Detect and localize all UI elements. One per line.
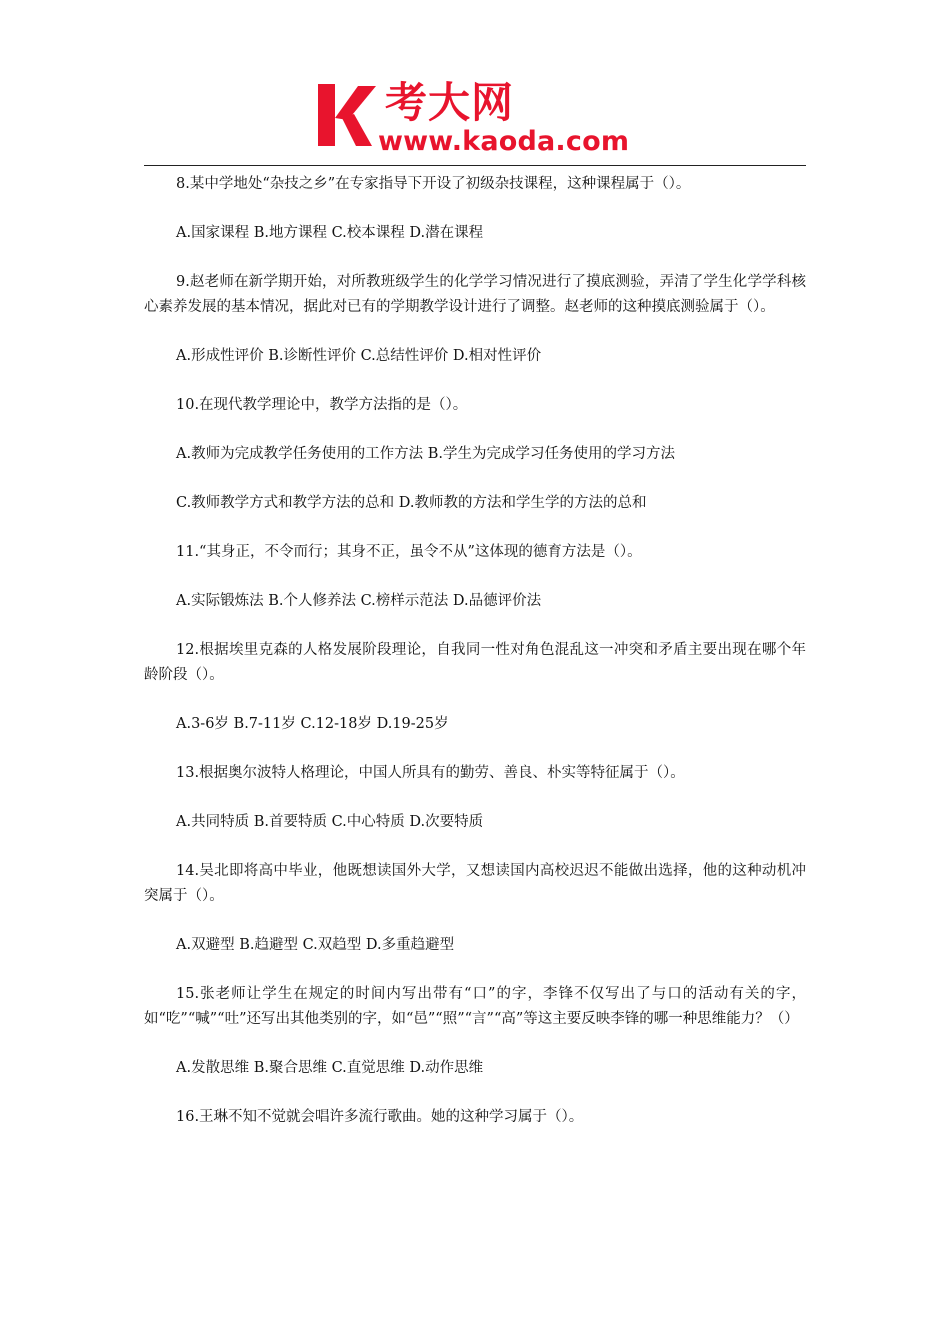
question-stem: 13.根据奥尔波特人格理论，中国人所具有的勤劳、善良、朴实等特征属于（）。 — [176, 765, 685, 781]
question-options: C.教师教学方式和教学方法的总和 D.教师教的方法和学生学的方法的总和 — [176, 495, 647, 511]
question-options: A.发散思维 B.聚合思维 C.直觉思维 D.动作思维 — [176, 1060, 484, 1076]
question-stem: 16.王琳不知不觉就会唱许多流行歌曲。她的这种学习属于（）。 — [176, 1109, 584, 1125]
question-options: A.双避型 B.趋避型 C.双趋型 D.多重趋避型 — [176, 937, 455, 953]
question-options: A.实际锻炼法 B.个人修养法 C.榜样示范法 D.品德评价法 — [176, 593, 542, 609]
k-logo-icon — [318, 84, 376, 146]
question-stem: 10.在现代教学理论中，教学方法指的是（）。 — [176, 397, 468, 413]
question-stem: 12.根据埃里克森的人格发展阶段理论，自我同一性对角色混乱这一冲突和矛盾主要出现在哪个年龄阶段（）。 — [144, 642, 806, 683]
logo-chinese-text: 考大网 — [385, 78, 515, 127]
question-list — [144, 172, 806, 1154]
question-stem: 11.“其身正，不令而行；其身不正，虽令不从”这体现的德育方法是（）。 — [176, 544, 642, 560]
question-options: A.3-6岁 B.7-11岁 C.12-18岁 D.19-25岁 — [176, 716, 449, 732]
question-options: A.国家课程 B.地方课程 C.校本课程 D.潜在课程 — [176, 225, 484, 241]
page-header — [0, 0, 950, 166]
question-stem: 14.吴北即将高中毕业，他既想读国外大学，又想读国内高校迟迟不能做出选择，他的这种动机冲突属于（）。 — [144, 863, 806, 904]
question-stem: 8.某中学地处“杂技之乡”在专家指导下开设了初级杂技课程，这种课程属于（）。 — [176, 176, 691, 192]
question-options: A.共同特质 B.首要特质 C.中心特质 D.次要特质 — [176, 814, 484, 830]
question-options: A.教师为完成教学任务使用的工作方法 B.学生为完成学习任务使用的学习方法 — [176, 446, 675, 462]
logo-url-text: www.kaoda.com — [378, 126, 630, 157]
question-stem: 9.赵老师在新学期开始，对所教班级学生的化学学习情况进行了摸底测验，弄清了学生化学学科核心素养发展的基本情况，据此对已有的学期教学设计进行了调整。赵老师的这种摸底测验属于（）。 — [144, 274, 806, 315]
question-options: A.形成性评价 B.诊断性评价 C.总结性评价 D.相对性评价 — [176, 348, 542, 364]
question-stem: 15.张老师让学生在规定的时间内写出带有“口”的字，李锋不仅写出了与口的活动有关的字，如“吃”“喊”“吐”还写出其他类别的字，如“邑”“照”“言”“高”等这主要反映李锋的哪一种思维能力？（） — [144, 986, 806, 1027]
header-divider — [144, 165, 806, 166]
